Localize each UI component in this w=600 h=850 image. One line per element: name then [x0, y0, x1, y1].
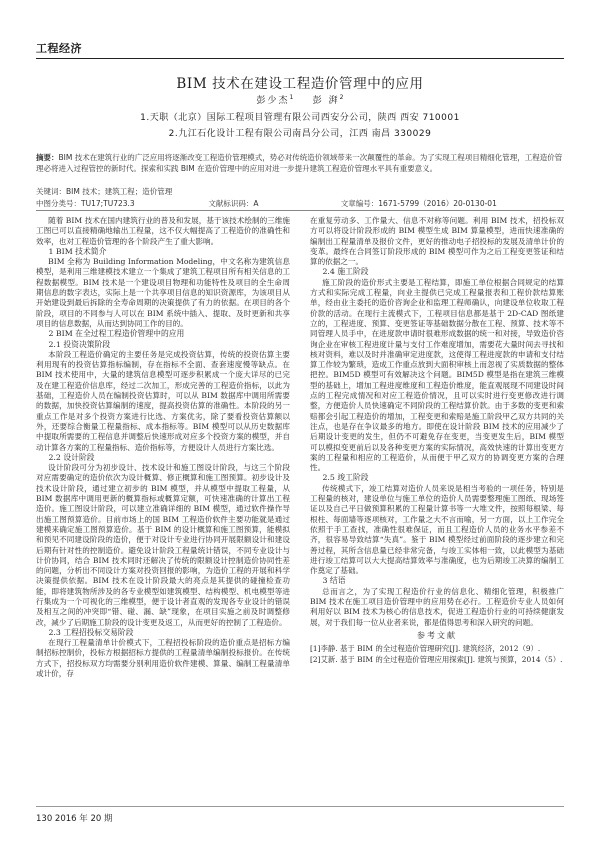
header-rule: [36, 58, 564, 59]
author-2-affil-mark: 2: [339, 94, 344, 101]
design-stage-paragraph: 设计阶段可分为初步设计、技术设计和施工图设计阶段，与这三个阶段对应需要确定的造价依次为设计概算、修正概算和施工图预算。初步设计及技术设计阶段，通过建立初步的 BIM 模型，并从模型中提取工程量，从 BIM 数据库中调用更新的概算指标或概算定额，可快速准确的计算出工程造价。施工图设计阶段，可以建立准确详细的 BIM 模型，通过软件操作导出施工图预算造价。目前市场上的国 BIM 工程造价软件主要功能就是通过建模来确定施工图预算造价。基于 BIM 的设计概算和施工图预算，能模拟和预见不同建设阶段的造价，便于对设计专业进行协同开展限额设计和建设后期有针对性的控制造价。避免设计阶段工程量统计错误，不同专业设计与计价协同，结合 BIM 技术同时还解决了传统的限额设计控制造价协同性差的问题，分析出不同设计方案对投资回报的影响，为造价工程的开展和科学决策提供依据。BIM 技术在设计阶段最大的亮点是其提供的碰撞检查功能，即将建筑物所涉及的各专业模型如建筑模型、结构模型、机电模型等进行集成为一个可视化的三维模型，便于设计者直观的发现各专业设计的错误及相互之间的冲突即“错、碰、漏、缺”现象，在项目实施之前及时调整修改，减少了后期施工阶段的设计变更及返工，从而更好的控制了工程造价。: [36, 463, 290, 627]
bidding-stage-paragraph: 在现行工程量清单计价模式下，工程招投标阶段的造价重点是招标方编制招标控制价，投标方根据招标方提供的工程量清单编制投标报价。在传统方式下，招投标双方均需要分别利用造价软件建模、算量、编制工程量清单或计价，存: [36, 638, 290, 679]
intro-paragraph: 随着 BIM 技术在国内建筑行业的普及和发展，基于该技术绘制的三维施工图已可以直接精确地输出工程量，这不仅大幅提高了工程造价的准确性和效率，也对工程造价管理的各个阶段产生了重大影响。: [36, 216, 290, 246]
document-code: 文献标识码：A: [208, 199, 259, 208]
journal-section-header: 工程经济: [36, 42, 82, 55]
affiliation-2: 2.九江石化设计工程有限公司南昌分公司，江西 南昌 330029: [168, 129, 432, 139]
completion-stage-paragraph: 传统模式下，竣工结算对造价人员来说是相当考验的一项任务，特别是工程量的核对，建设单位与施工单位的造价人员需要整理施工图纸、现场签证以及自己平日做预算积累的工程量计算书等一大堆文件，按照每根梁、每根柱、每面墙等逐项核对，工作量之大不言而喻，另一方面，以上工作完全依照于手工查找，准确性很难保证，而且工程造价人员的业务水平参差不齐，很容易导致结算“失真”。鉴于 BIM 模型经过前面阶段的逐步建立和完善过程，其所含信息量已经非常完备，与竣工实体相一致，以此模型为基础进行竣工结算可以大大提高结算效率与准确度，也为后期竣工决算的编制工作奠定了基础。: [310, 483, 564, 576]
reference-item: [1]李静. 基于 BIM 的全过程造价管理研究[J]. 建筑经济，2012（9）.: [310, 644, 541, 654]
left-column: [36, 216, 290, 679]
author-2: 彭 湃: [312, 96, 340, 106]
subsection-heading-2-1: 2.1 投资决策阶段: [48, 339, 111, 349]
section-heading-2: 2 BIM 在全过程工程造价管理中的应用: [48, 329, 185, 339]
abstract: [36, 152, 564, 174]
article-title: BIM 技术在建设工程造价管理中的应用: [176, 76, 424, 92]
right-column: [310, 216, 564, 665]
meta-rule: [36, 210, 564, 211]
article-number: 文章编号：1671-5799（2016）20-0130-01: [340, 199, 497, 208]
conclusion-paragraph: 总而言之，为了实现工程造价行业的信息化、精细化管理，积极推广 BIM 技术在施工项目造价管理中的应用势在必行。工程造价专业人员如何利用好以 BIM 技术为核心的信息技术，促进工程造价行业的可持续健康发展，对于我们每一位从业者来说，都是值得思考和深入研究的问题。: [310, 586, 564, 627]
subsection-heading-2-3: 2.3 工程招投标交易阶段: [48, 627, 134, 637]
author-1-affil-mark: 1: [289, 94, 294, 101]
page-footer: 130 2016 年 20 期: [36, 814, 113, 824]
classification-line: [36, 198, 564, 209]
footer-rule: [36, 806, 564, 807]
bidding-continued-paragraph: 在重复劳动多、工作量大、信息不对称等问题。利用 BIM 技术，招投标双方可以将设计阶段形成的 BIM 模型生成 BIM 算量模型，进而快速准确的编制出工程量清单及报价文件，更好的推动电子招投标的发展及清单计价的变革。最终在合同签订阶段形成的 BIM 模型可作为之后工程变更签证和结算的依据之一。: [310, 216, 564, 267]
subsection-heading-2-4: 2.4 施工阶段: [322, 267, 369, 277]
keywords: [36, 186, 564, 197]
affiliation-1: 1.天职（北京）国际工程项目管理有限公司西安分公司，陕西 西安 710001: [140, 113, 460, 123]
author-line: [0, 93, 600, 106]
keywords-text: BIM 技术；建筑工程；造价管理: [66, 187, 173, 196]
clc-number: 中图分类号：TU17;TU723.3: [36, 199, 135, 208]
decision-stage-paragraph: 本阶段工程造价确定的主要任务是完成投资估算，传统的投资估算主要利用现有的投资估算指标编制，存在指标不全面、查套速度慢等缺点。在 BIM 技术使用中，大量的建筑信息模型可逐步积累成一个庞大详尽的已完及在建工程造价信息库，经过二次加工，形成完善的工程造价指标，以此为基础，工程造价人员在编制投资估算时，可以从 BIM 数据库中调用所需要的数据，加快投资估算编制的速度，提高投资估算的准确性。本阶段的另一重点工作是对多个投资方案进行比选、方案优劣，除了要看投资估算额以外，还要综合衡量工程量指标、成本指标等。BIM 模型可以从历史数据库中提取所需要的工程信息并调整后快速形成对应多个投资方案的模型，并自动计算各方案的工程量指标、造价指标等，方便设计人员进行方案比选。: [36, 349, 290, 452]
construction-stage-paragraph: 施工阶段的造价形式主要是工程结算，即施工单位根据合同规定的结算方式和实际完成工程量，向业主提供已完成工程量报表和工程价款结算账单，经由业主委托的造价咨询企业和监理工程师确认，向建设单位收取工程价款的活动。在现行主流模式下，工程项目信息都是基于 2D-CAD 图纸建立的，工程进度、预算、变更签证等基础数据分散在工程、预算、技术等不同管理人员手中，在进度款申请时很难形成数据的统一和对接，导致造价咨询企业在审核工程进度计量与支付工作难度增加，需要花大量时间去寻找和核对资料，难以及时并准确审定进度款，这使得工程进度款的申请和支付结算工作较为繁琐，造成工作重点放到大面积审核上而忽视了实质数据的整体把控。BIM5D 模型可有效解决这个问题。BIM5D 模型是指在建筑三维模型的基础上，增加工程进度维度和工程造价维度，能直观展现不同建设时间点的工程完成情况和对应工程造价情况，且可以实时进行变更修改进行调整，方便造价人员快速确定不同阶段的工程结算价款。由于多数的变更和索赔都会引起工程造价的增加，工程变更和索赔是施工阶段甲乙双方共同的关注点，也是存在争议最多的地方。即使在设计阶段 BIM 技术的应用减少了后期设计变更的发生，但仍不可避免存在变更，当变更发生后，BIM 模型可以模拟变更前后以及各种变更方案的实际情况，高效快速的计算出变更方案的工程量和相应的工程造价，从而便于甲乙双方的协调变更方案的合理性。: [310, 277, 564, 473]
references-heading: 参考文献: [417, 630, 457, 640]
keywords-label: 关键词：: [36, 187, 66, 196]
subsection-heading-2-2: 2.2 设计阶段: [48, 452, 95, 462]
abstract-text: BIM 技术在建筑行业的广泛应用将逐渐改变工程造价管理模式，势必对传统造价领域带来一次颠覆性的革命。为了实现工程项目精细化管理，工程造价管理必将进入过程管控的新时代。探索和实践 BIM 在造价管理中的应用对进一步提升建筑工程造价管理水平具有重要意义。: [36, 153, 563, 173]
section-heading-3: 3 结语: [322, 576, 346, 586]
subsection-heading-2-5: 2.5 竣工阶段: [322, 473, 369, 483]
author-1: 彭少杰: [256, 96, 290, 106]
section-heading-1: 1 BIM 技术简介: [48, 246, 107, 256]
reference-item: [2]艾新. 基于 BIM 的全过程造价管理应用探索[J]. 建筑与预算，2014（5）.: [310, 655, 563, 665]
bim-intro-paragraph: BIM 全称为 Building Information Modeling，中文名称为建筑信息模型，是利用三维建模技术建立一个集成了建筑工程项目所有相关信息的工程数据模型。BIM 技术是一个建设项目物理和功能特性及项目的全生命周期信息的数字表达，实际上是一个共享项目信息的知识资源库，为该项目从开始建设到最后拆除的全寿命周期的决策提供了有力的依据。在项目的各个阶段，项目的不同参与人可以在 BIM 系统中插入、提取、及时更新和共享项目的信息数据，从而达到协同工作的目的。: [36, 257, 290, 328]
abstract-label: 摘要：: [36, 153, 59, 162]
